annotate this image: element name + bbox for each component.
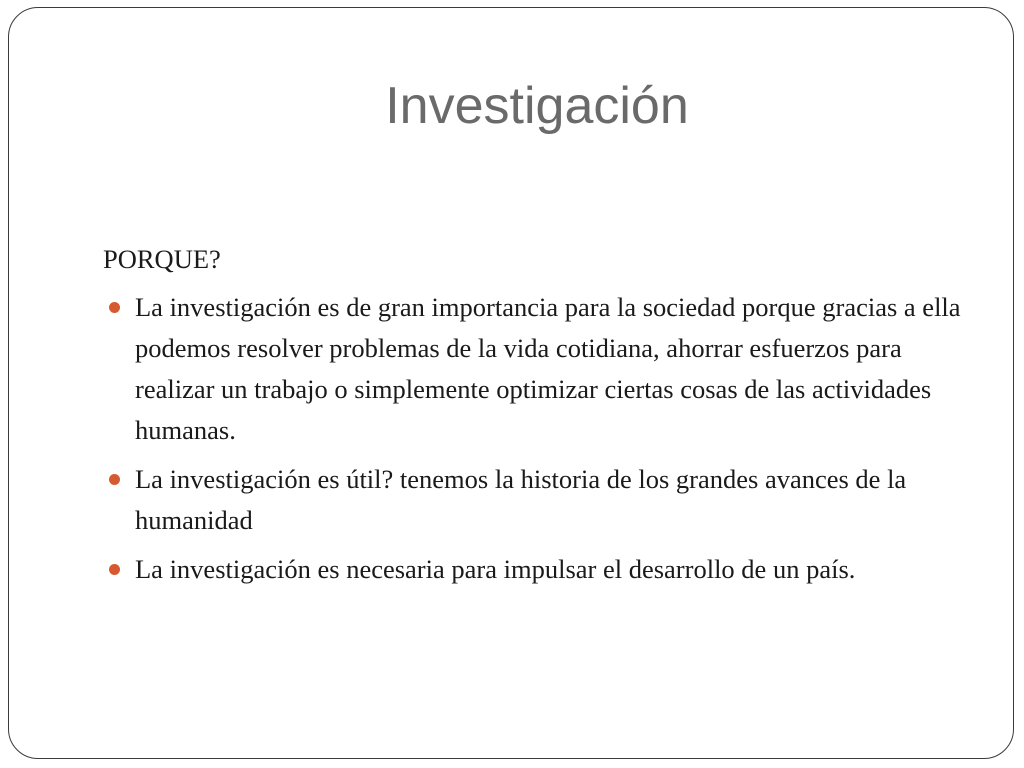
bullet-dot-icon [109, 474, 120, 485]
bullet-text: La investigación es útil? tenemos la historia de los grandes avances de la humanidad [135, 464, 907, 535]
bullet-item [103, 287, 963, 451]
bullet-text: La investigación es de gran importancia para la sociedad porque gracias a ella podemos resolver problemas de la vida cotidiana, ahorrar esfuerzos para realizar un trabajo o simplemente optimizar ciertas cosas de las actividades humanas. [135, 292, 961, 445]
bullet-text: La investigación es necesaria para impulsar el desarrollo de un país. [135, 554, 856, 584]
slide [8, 7, 1014, 759]
bullet-item [103, 459, 963, 541]
section-heading: PORQUE? [103, 244, 221, 274]
slide-body [103, 239, 963, 598]
bullet-list [103, 287, 963, 590]
bullet-item [103, 549, 963, 590]
bullet-dot-icon [109, 302, 120, 313]
slide-title: Investigación [385, 77, 689, 135]
bullet-dot-icon [109, 564, 120, 575]
